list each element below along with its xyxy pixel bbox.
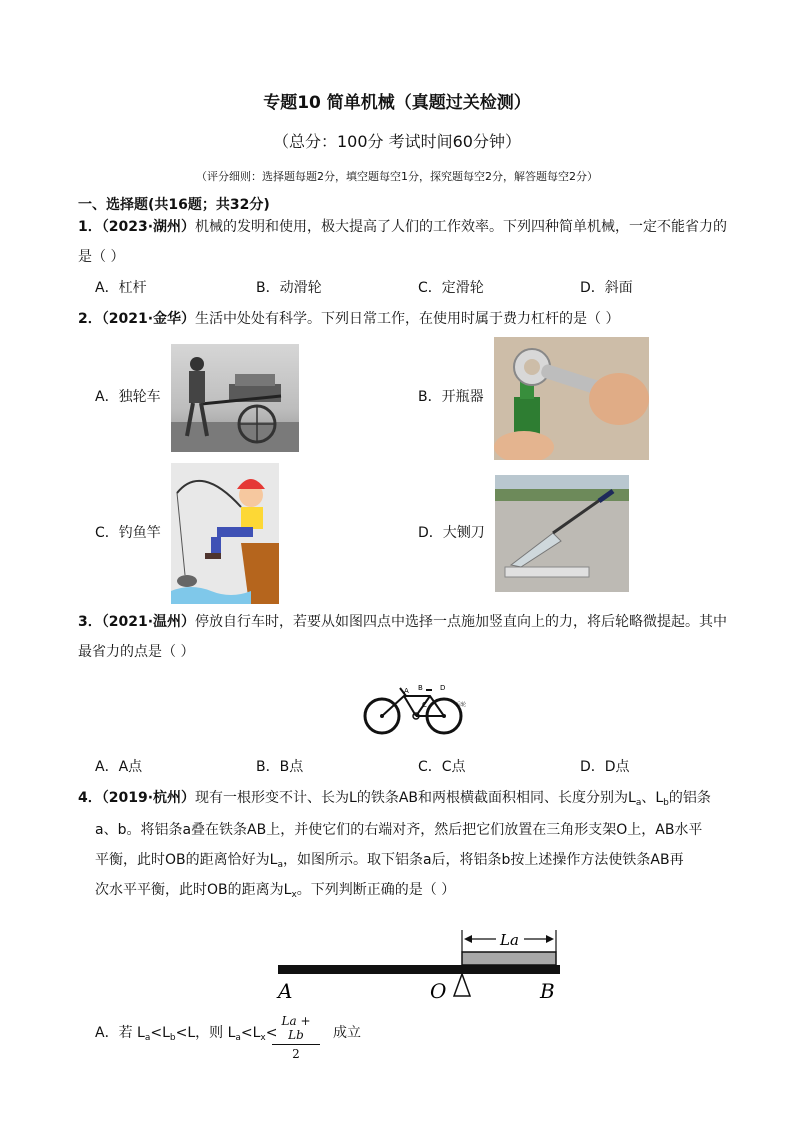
- q1-option-d[interactable]: D．斜面: [580, 280, 633, 296]
- q3-option-c[interactable]: C．C点: [418, 759, 466, 775]
- bottle-opener-image: [494, 337, 649, 460]
- scoring-note: （评分细则：选择题每题2分，填空题每空1分，探究题每空2分，解答题每空2分）: [196, 170, 598, 183]
- point-b-label: B: [540, 979, 555, 1003]
- q4-option-a-tail: 成立: [333, 1025, 361, 1041]
- q3-option-b[interactable]: B．B点: [256, 759, 304, 775]
- q1-option-c[interactable]: C．定滑轮: [418, 280, 484, 296]
- length-label-la: La: [500, 931, 519, 949]
- q2-option-c[interactable]: C．钓鱼竿: [95, 525, 161, 541]
- bike-label-c: C: [422, 701, 427, 709]
- point-o-label: O: [430, 979, 447, 1003]
- fraction-numerator: La + Lb: [272, 1014, 320, 1045]
- chopper-image: [495, 475, 629, 592]
- bike-label-rear-wheel: 后轮: [456, 702, 467, 708]
- fulcrum-icon: [454, 974, 470, 996]
- bike-label-a: A: [404, 687, 409, 695]
- page-title: 专题10 简单机械（真题过关检测）: [263, 93, 531, 113]
- question-4-line4: 次水平平衡，此时OB的距离为$L_x$。下列判断正确的是（ ）: [95, 882, 456, 900]
- q3-option-a[interactable]: A．A点: [95, 759, 143, 775]
- q2-option-a[interactable]: A．独轮车: [95, 389, 161, 405]
- q3-option-d[interactable]: D．D点: [580, 759, 630, 775]
- fraction: [272, 1014, 320, 1061]
- question-4-line3: 平衡，此时OB的距离恰好为$L_a$，如图所示。取下铝条a后，将铝条b按上述操作方法使铁条AB再: [95, 852, 684, 870]
- question-1-line2: 是（ ）: [78, 249, 125, 265]
- q1-option-b[interactable]: B．动滑轮: [256, 280, 322, 296]
- q4-option-a[interactable]: A．若 $L_a<L_b<L$，则 $L_a<L_x<$: [95, 1025, 278, 1043]
- q1-option-a[interactable]: A．杠杆: [95, 280, 147, 296]
- question-4-line2: a、b。将铝条a叠在铁条AB上，并使它们的右端对齐，然后把它们放置在三角形支架O上，AB水平: [95, 822, 703, 838]
- question-3-line2: 最省力的点是（ ）: [78, 644, 195, 660]
- q2-option-d[interactable]: D．大铡刀: [418, 525, 485, 541]
- bike-label-b: B: [418, 684, 423, 692]
- exam-info: （总分：100分 考试时间60分钟）: [273, 132, 521, 151]
- iron-bar: [278, 965, 560, 974]
- question-3-line1: 3．（2021·温州）停放自行车时，若要从如图四点中选择一点施加竖直向上的力，将后轮略微提起。其中: [78, 614, 728, 630]
- question-4-line1: 4．（2019·杭州）现有一根形变不计、长为L的铁条AB和两根横截面积相同、长度分别为$L_a$、$L_b$的铝条: [78, 790, 711, 808]
- question-2-text: 2．（2021·金华）生活中处处有科学。下列日常工作，在使用时属于费力杠杆的是（ ）: [78, 311, 620, 327]
- fishing-rod-image: [171, 463, 279, 604]
- q2-option-b[interactable]: B．开瓶器: [418, 389, 484, 405]
- bike-label-d: D: [440, 684, 446, 692]
- wheelbarrow-image: [171, 344, 299, 452]
- bicycle-figure: [360, 680, 468, 738]
- section-heading: 一、选择题(共16题；共32分): [78, 197, 270, 213]
- lever-figure: [272, 924, 568, 1004]
- point-a-label: A: [278, 979, 293, 1003]
- fraction-denominator: 2: [292, 1047, 300, 1061]
- question-1-line1: 1．（2023·湖州）机械的发明和使用，极大提高了人们的工作效率。下列四种简单机械，一定不能省力的: [78, 219, 728, 235]
- aluminum-bar-a: [462, 952, 556, 965]
